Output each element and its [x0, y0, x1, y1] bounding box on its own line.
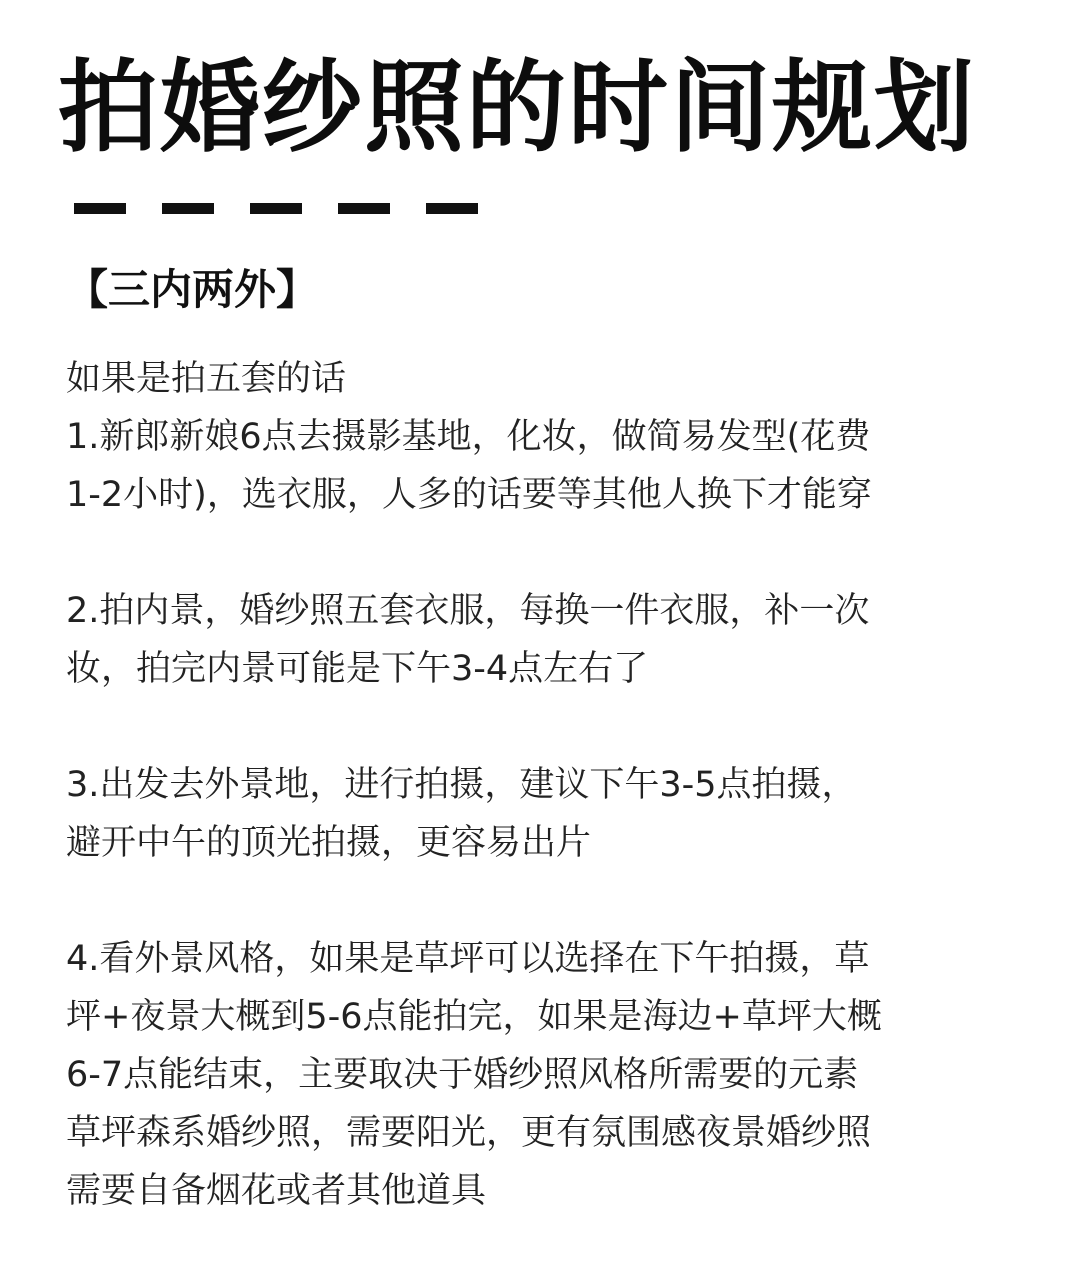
text-line: 1.新郎新娘6点去摄影基地，化妆，做简易发型(花费 [66, 417, 871, 457]
body-text [66, 350, 1006, 1220]
text-line: 需要自备烟花或者其他道具 [66, 1171, 487, 1211]
text-line: 6-7点能结束，主要取决于婚纱照风格所需要的元素 [66, 1055, 859, 1095]
text-line: 1-2小时)，选衣服，人多的话要等其他人换下才能穿 [66, 475, 872, 515]
paragraph-gap [66, 698, 1006, 756]
text-line: 2.拍内景，婚纱照五套衣服，每换一件衣服，补一次 [66, 591, 870, 631]
text-line: 妆，拍完内景可能是下午3-4点左右了 [66, 649, 649, 689]
divider-dash [74, 203, 126, 214]
text-line: 如果是拍五套的话 [66, 359, 347, 399]
section-heading: 【三内两外】 [66, 265, 319, 314]
divider-dash [250, 203, 302, 214]
text-line: 避开中午的顶光拍摄，更容易出片 [66, 823, 592, 863]
dash-divider [74, 203, 484, 215]
divider-dash [426, 203, 478, 214]
paragraph [66, 756, 1006, 872]
paragraph [66, 582, 1006, 698]
divider-dash [162, 203, 214, 214]
text-line: 3.出发去外景地，进行拍摄，建议下午3-5点拍摄， [66, 765, 857, 805]
paragraph-gap [66, 524, 1006, 582]
text-line: 坪+夜景大概到5-6点能拍完，如果是海边+草坪大概 [66, 997, 882, 1037]
paragraph [66, 350, 1006, 524]
text-line: 4.看外景风格，如果是草坪可以选择在下午拍摄，草 [66, 939, 870, 979]
paragraph [66, 930, 1006, 1220]
divider-dash [338, 203, 390, 214]
text-line: 草坪森系婚纱照，需要阳光，更有氛围感夜景婚纱照 [66, 1113, 872, 1153]
page-title: 拍婚纱照的时间规划 [58, 49, 976, 166]
paragraph-gap [66, 872, 1006, 930]
